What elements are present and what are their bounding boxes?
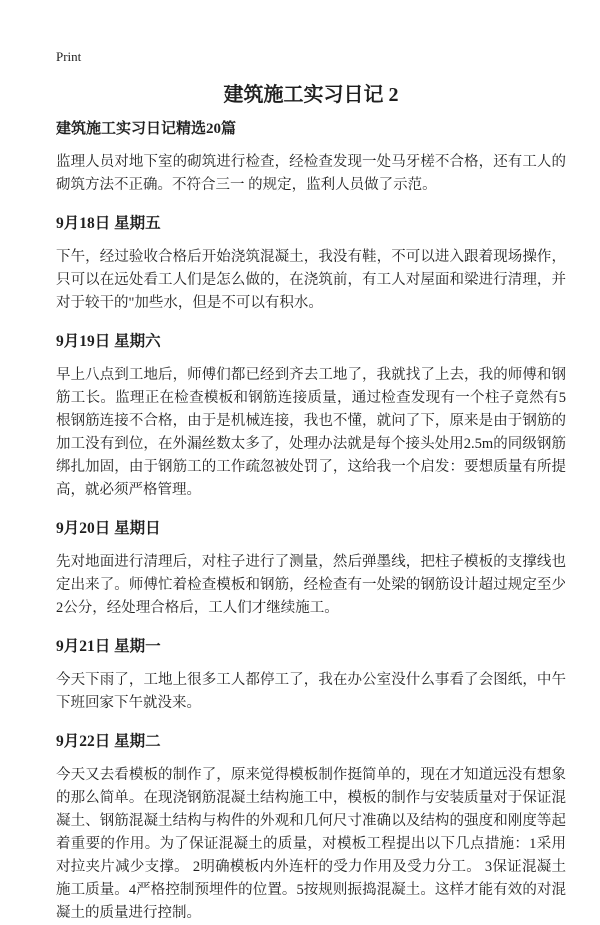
- entry-text: 今天下雨了，工地上很多工人都停工了，我在办公室没什么事看了会图纸，中午下班回家下午就没来。: [56, 672, 566, 711]
- subtitle: 建筑施工实习日记精选20篇: [56, 121, 237, 137]
- entry-date: 9月22日 星期二: [56, 733, 161, 750]
- diary-entry: [56, 732, 566, 925]
- page-title: 建筑施工实习日记 2: [223, 84, 399, 106]
- entry-text: 今天又去看模板的制作了，原来觉得模板制作挺简单的，现在才知道远没有想象的那么简单。在现浇钢筋混凝土结构施工中，模板的制作与安装质量对于保证混凝土、钢筋混凝土结构与构件的外观和几何尺寸准确以及结构的强度和刚度等起着重要的作用。为了保证混凝土的质量，对模板工程提出以下几点措施：1采用对拉夹片减少支撑。 2明确模板内外连杆的受力作用及受力分工。 3保证混凝土施工质量。4严格控制预埋件的位置。5按规则振捣混凝土。这样才能有效的对混凝土的质量进行控制。: [56, 767, 566, 921]
- entry-text: 早上八点到工地后，师傅们都已经到齐去工地了，我就找了上去，我的师傅和钢筋工长。监理正在检查模板和钢筋连接质量，通过检查发现有一个柱子竟然有5根钢筋连接不合格，由于是机械连接，我也不懂，就问了下，原来是由于钢筋的加工没有到位，在外漏丝数太多了，处理办法就是每个接头处用2.5m的同级钢筋绑扎加固，由于钢筋工的工作疏忽被处罚了，这给我一个启发：要想质量有所提高，就必须严格管理。: [56, 367, 566, 498]
- entry-date: 9月18日 星期五: [56, 215, 161, 232]
- intro-paragraph: 监理人员对地下室的砌筑进行检查，经检查发现一处马牙槎不合格，还有工人的砌筑方法不正确。不符合三一 的规定，监利人员做了示范。: [56, 154, 566, 193]
- entry-text: 先对地面进行清理后，对柱子进行了测量，然后弹墨线，把柱子模板的支撑线也定出来了。师傅忙着检查模板和钢筋，经检查有一处梁的钢筋设计超过规定至少2公分，经处理合格后，工人们才继续施工。: [56, 554, 566, 616]
- diary-entry: [56, 519, 566, 620]
- entry-text: 下午，经过验收合格后开始浇筑混凝土，我没有鞋，不可以进入跟着现场操作，只可以在远处看工人们是怎么做的，在浇筑前，有工人对屋面和梁进行清理，并对于较干的"加些水，但是不可以有积水。: [56, 249, 566, 311]
- diary-entry: [56, 637, 566, 715]
- entry-date: 9月20日 星期日: [56, 520, 161, 537]
- print-link[interactable]: Print: [56, 49, 82, 64]
- entry-date: 9月19日 星期六: [56, 333, 161, 350]
- diary-entry: [56, 214, 566, 315]
- diary-entry: [56, 332, 566, 502]
- entry-date: 9月21日 星期一: [56, 638, 161, 655]
